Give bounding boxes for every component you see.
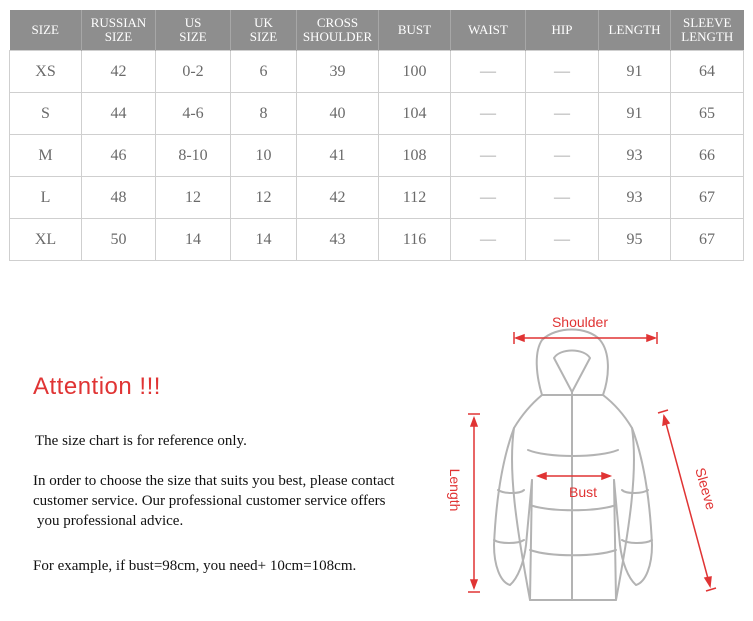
header-length: LENGTH	[599, 10, 671, 51]
cell-sleeve-length: 66	[671, 135, 744, 177]
jacket-measurement-diagram	[438, 300, 738, 610]
measure-labels	[447, 314, 719, 512]
length-arrow-bottom	[471, 580, 477, 588]
cell-russian-size: 48	[82, 177, 156, 219]
cell-cross-shoulder: 42	[297, 177, 379, 219]
example-note: For example, if bust=98cm, you need+ 10cm=108cm.	[33, 558, 357, 574]
cell-us-size: 12	[156, 177, 231, 219]
cell-size: XL	[10, 219, 82, 261]
cell-size: XS	[10, 51, 82, 93]
advice-note	[33, 471, 433, 531]
cell-cross-shoulder: 40	[297, 93, 379, 135]
sleeve-measure-cap-top	[658, 410, 668, 413]
cell-uk-size: 8	[231, 93, 297, 135]
cell-sleeve-length: 65	[671, 93, 744, 135]
sleeve-arrow-bottom	[705, 577, 711, 586]
cell-bust: 104	[379, 93, 451, 135]
table-row	[10, 51, 744, 93]
header-cross-shoulder: CROSS SHOULDER	[297, 10, 379, 51]
cell-sleeve-length: 64	[671, 51, 744, 93]
cell-uk-size: 12	[231, 177, 297, 219]
table-row	[10, 177, 744, 219]
cell-hip: —	[526, 135, 599, 177]
cell-us-size: 4-6	[156, 93, 231, 135]
measure-lines	[468, 332, 716, 592]
header-waist: WAIST	[451, 10, 526, 51]
cell-cross-shoulder: 43	[297, 219, 379, 261]
header-us-size: US SIZE	[156, 10, 231, 51]
cell-hip: —	[526, 177, 599, 219]
cell-size: L	[10, 177, 82, 219]
size-chart-table	[9, 10, 744, 261]
sleeve-measure-cap-bottom	[706, 588, 716, 591]
table-row	[10, 219, 744, 261]
advice-line-2: customer service. Our professional customer service offers	[33, 493, 386, 509]
cell-us-size: 14	[156, 219, 231, 261]
sleeve-arrow-top	[663, 416, 669, 425]
advice-line-3: you professional advice.	[37, 513, 184, 529]
jacket-outline	[494, 330, 652, 601]
cell-us-size: 8-10	[156, 135, 231, 177]
cell-us-size: 0-2	[156, 51, 231, 93]
cell-sleeve-length: 67	[671, 219, 744, 261]
cell-russian-size: 50	[82, 219, 156, 261]
cell-size: S	[10, 93, 82, 135]
header-bust: BUST	[379, 10, 451, 51]
header-sleeve-length: SLEEVE LENGTH	[671, 10, 744, 51]
header-uk-size: UK SIZE	[231, 10, 297, 51]
reference-note: The size chart is for reference only.	[35, 433, 247, 449]
cell-size: M	[10, 135, 82, 177]
cell-hip: —	[526, 219, 599, 261]
cell-length: 93	[599, 135, 671, 177]
cell-bust: 108	[379, 135, 451, 177]
cell-waist: —	[451, 93, 526, 135]
length-label: Length	[447, 468, 463, 512]
cell-length: 91	[599, 93, 671, 135]
cell-waist: —	[451, 51, 526, 93]
cell-russian-size: 46	[82, 135, 156, 177]
cell-length: 93	[599, 177, 671, 219]
table-header-row	[10, 10, 744, 51]
cell-uk-size: 6	[231, 51, 297, 93]
cell-cross-shoulder: 39	[297, 51, 379, 93]
cell-bust: 112	[379, 177, 451, 219]
cell-hip: —	[526, 51, 599, 93]
header-size: SIZE	[10, 10, 82, 51]
shoulder-arrow-right	[647, 335, 655, 341]
cell-length: 91	[599, 51, 671, 93]
cell-hip: —	[526, 93, 599, 135]
shoulder-label: Shoulder	[551, 314, 609, 330]
cell-bust: 116	[379, 219, 451, 261]
length-arrow-top	[471, 418, 477, 426]
cell-bust: 100	[379, 51, 451, 93]
cell-sleeve-length: 67	[671, 177, 744, 219]
sleeve-label: Sleeve	[692, 465, 720, 512]
bust-arrow-left	[538, 473, 546, 479]
header-hip: HIP	[526, 10, 599, 51]
shoulder-arrow-left	[516, 335, 524, 341]
table-row	[10, 93, 744, 135]
cell-cross-shoulder: 41	[297, 135, 379, 177]
cell-waist: —	[451, 219, 526, 261]
attention-heading: Attention !!!	[33, 373, 161, 400]
table-row	[10, 135, 744, 177]
advice-line-1: In order to choose the size that suits you best, please contact	[33, 473, 395, 489]
cell-russian-size: 42	[82, 51, 156, 93]
bust-label: Bust	[568, 484, 598, 500]
cell-uk-size: 14	[231, 219, 297, 261]
header-russian-size: RUSSIAN SIZE	[82, 10, 156, 51]
bust-arrow-right	[602, 473, 610, 479]
cell-uk-size: 10	[231, 135, 297, 177]
cell-length: 95	[599, 219, 671, 261]
cell-waist: —	[451, 177, 526, 219]
cell-russian-size: 44	[82, 93, 156, 135]
cell-waist: —	[451, 135, 526, 177]
